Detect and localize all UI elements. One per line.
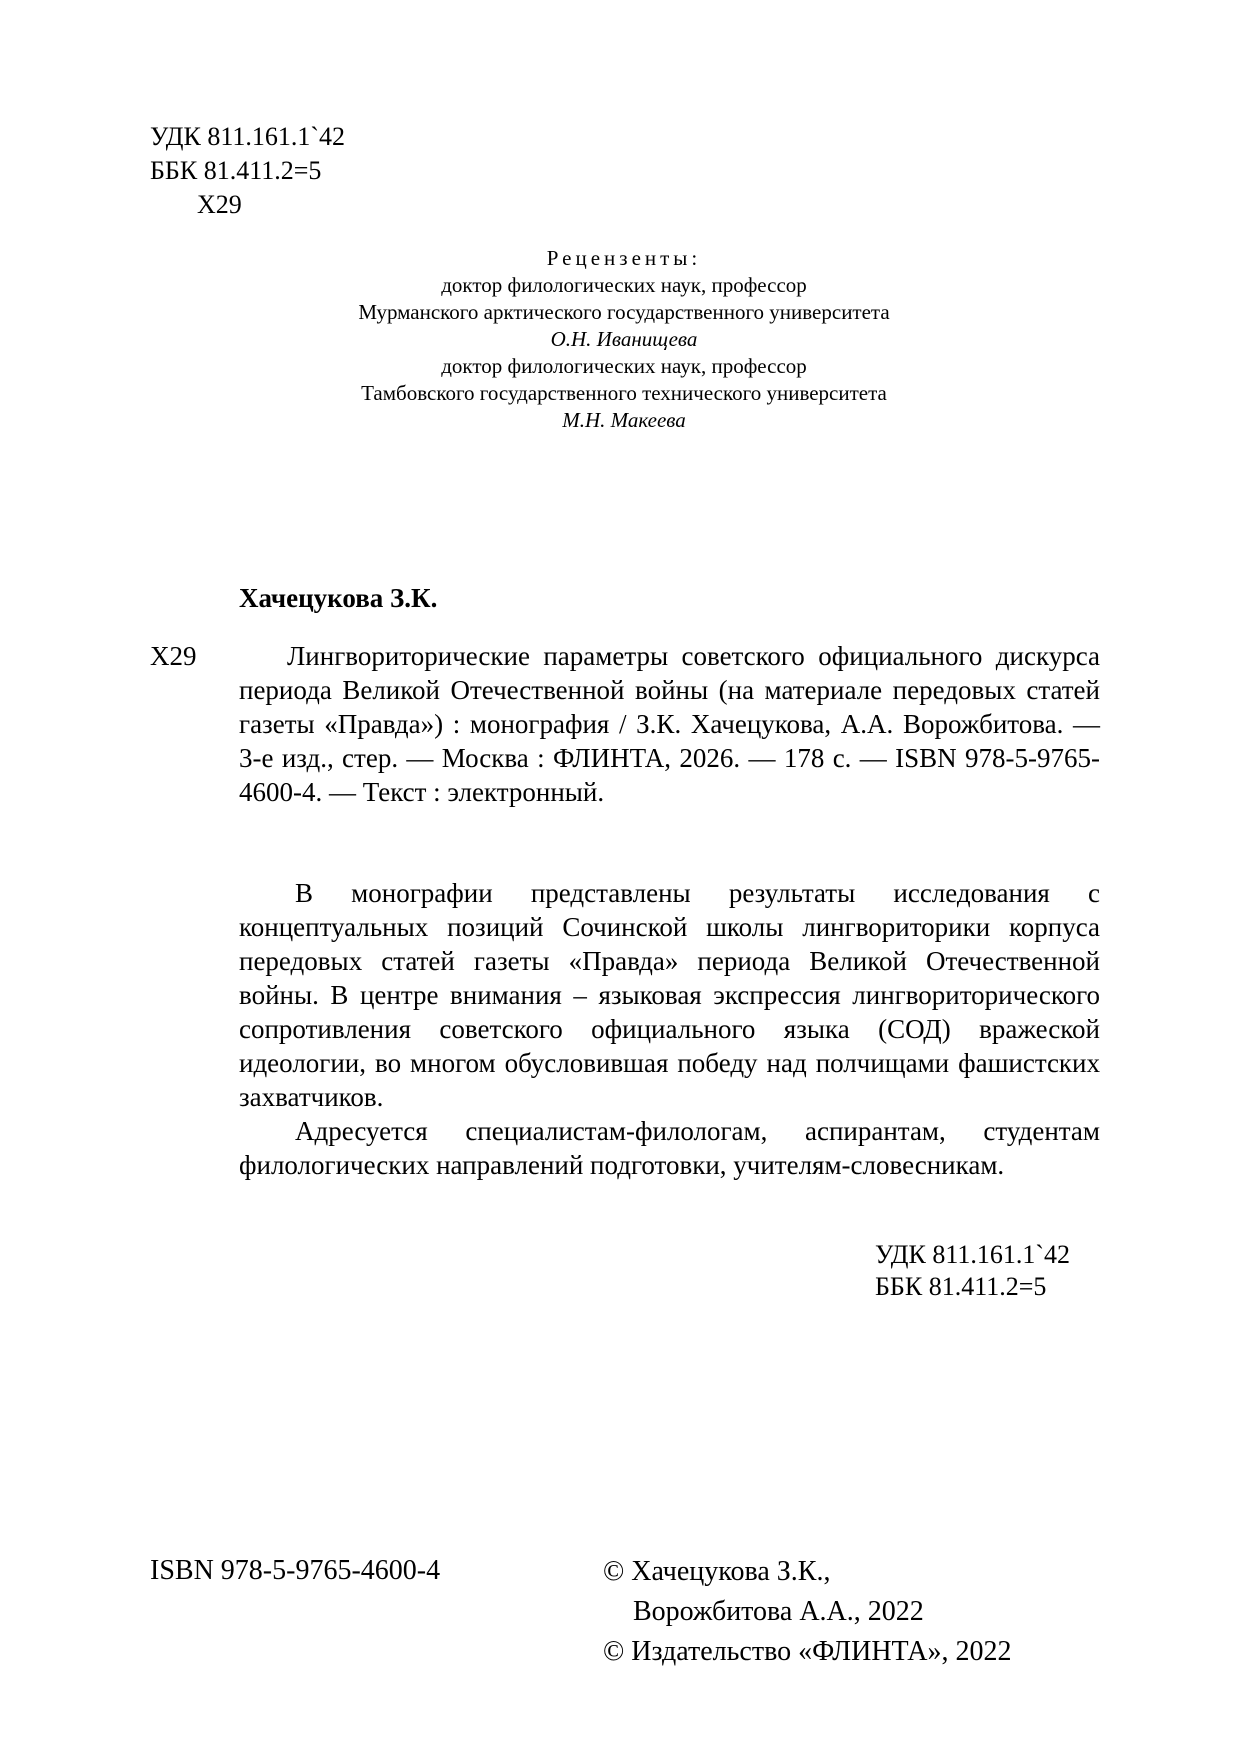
bibliographic-description: Лингвориторические параметры советского официального дискурса периода Великой Отечественной войны (на материале передовых статей газеты «Правда») : монография / З.К. Хачецукова, А.А. Ворожбитова. — 3-е изд., стер. — Москва : ФЛИНТА, 2026. — 178 с. — ISBN 978-5-9765-4600-4. — Текст : электронный. — [239, 641, 1100, 807]
reviewers-block — [324, 245, 924, 434]
bbk-code: ББК 81.411.2=5 — [875, 1272, 1047, 1301]
annotation-paragraph: В монографии представлены результаты исследования с концептуальных позиций Сочинской школы лингвориторики корпуса передовых статей газеты «Правда» периода Великой Отечественной войны. В центре внимания – языковая экспрессия лингвориторического сопротивления советского официального языка (СОД) вражеской идеологии, во многом обусловившая победу над полчищами фашистских захватчиков. — [239, 878, 1100, 1112]
udk-code: УДК 811.161.1`42 — [150, 122, 346, 151]
classification-block-top — [150, 120, 345, 222]
annotation-paragraph: Адресуется специалистам-филологам, аспирантам, студентам филологических направлений подготовки, учителям-словесникам. — [239, 1116, 1100, 1180]
reviewer-affiliation: Тамбовского государственного технического университета — [361, 381, 887, 405]
copyright-publisher: © Издательство «ФЛИНТА», 2022 — [603, 1636, 1012, 1667]
copyright-authors: © Хачецукова З.К., — [603, 1556, 831, 1587]
reviewer-title: доктор филологических наук, профессор — [441, 354, 807, 378]
copyright-block — [603, 1552, 1011, 1672]
reviewer-name: О.Н. Иванищева — [550, 327, 698, 351]
reviewer-title: доктор филологических наук, профессор — [441, 273, 807, 297]
isbn: ISBN 978-5-9765-4600-4 — [150, 1555, 441, 1586]
bbk-code: ББК 81.411.2=5 — [150, 156, 322, 185]
copyright-authors-continued: Ворожбитова А.А., 2022 — [633, 1596, 924, 1627]
classification-block-bottom — [875, 1239, 1070, 1303]
entry-author-mark: Х29 — [150, 641, 197, 671]
author-mark: Х29 — [197, 190, 242, 219]
reviewer-name: М.Н. Макеева — [562, 408, 686, 432]
udk-code: УДК 811.161.1`42 — [875, 1240, 1071, 1269]
reviewers-heading: Рецензенты: — [546, 246, 702, 270]
reviewer-affiliation: Мурманского арктического государственного университета — [358, 300, 890, 324]
annotation — [239, 876, 1100, 1182]
entry-author: Хачецукова З.К. — [239, 583, 438, 613]
